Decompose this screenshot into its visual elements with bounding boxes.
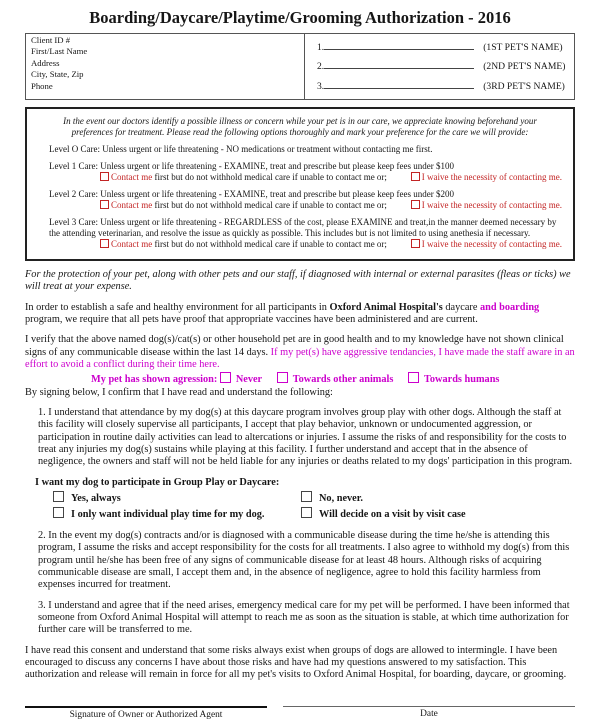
decide-per-visit-checkbox[interactable] (301, 507, 312, 518)
level-0-care-text: Level O Care: Unless urgent or life threatening - NO medications or treatment without contacting me first. (49, 144, 433, 155)
signature-section (25, 706, 575, 721)
group-play-heading: I want my dog to participate in Group Play or Daycare: (35, 476, 280, 488)
vaccines-paragraph: In order to establish a safe and healthy environment for all participants in Oxford Animal Hospital's daycare and boarding program, we require that all pets have proof that appropriate vaccines have been administered and are current. (25, 301, 540, 326)
pet-names-cell (305, 34, 574, 100)
owner-signature-block (25, 706, 267, 721)
pet-name-field[interactable] (324, 39, 474, 50)
page-title: Boarding/Daycare/Playtime/Grooming Authorization - 2016 (89, 8, 511, 27)
owner-signature-field[interactable] (25, 706, 267, 708)
aggression-humans-checkbox[interactable] (408, 372, 419, 383)
level-1-waive-checkbox[interactable] (411, 172, 420, 181)
level-3-options (100, 239, 562, 250)
health-verify-paragraph: I verify that the above named dog(s)/cat(s) or other household pet are in good health and to my knowledge have not shown clinical signs of any communicable disease within the last 14 days. If my pet(s) have aggressive tendancies, I have made the staff aware in an effort to avoid a conflict during their time here. (25, 334, 575, 371)
aggression-option-never: Never (220, 374, 262, 385)
level-2-contact-option: Contact me first but do not withhold medical care if unable to contact me or; (100, 200, 387, 211)
aggression-option-humans: Towards humans (408, 374, 499, 385)
care-intro-text: In the event our doctors identify a possible illness or concern while your pet is in our care, we appreciate knowing beforehand your preferences for treatment. Please read the following options thoroughly and mark your preference for the care we will provide: (63, 116, 537, 138)
group-play-option-decide: Will decide on a visit by visit case (301, 507, 575, 521)
aggression-label: My pet has shown agression: (91, 374, 218, 386)
level-3-care-text: Level 3 Care: Unless urgent or life threatening - REGARDLESS of the cost, please EXAMINE and treat,in the manner deemed necessary by the attending veterinarian, and resolve the issue as quickly as possible. This includes but is not limited to using anethesia if necessary. (49, 217, 557, 239)
pet-name-label: (2ND PET'S NAME) (483, 61, 566, 73)
client-phone-label: Phone (31, 80, 53, 91)
pet-name-row (317, 78, 566, 93)
pet-name-field[interactable] (324, 78, 474, 89)
term-3-paragraph: 3. I understand and agree that if the need arises, emergency medical care for my pet will be performed. I have been informed that someone from Oxford Animal Hospital will attempt to reach me as soon as the situation is stable, at which time authorization for further care will be transferred to me. (38, 599, 570, 636)
parasites-paragraph: For the protection of your pet, along with other pets and our staff, if diagnosed with internal or external parasites (fleas or ticks) we will treat at your expense. (25, 268, 571, 293)
pet-number: 1. (317, 41, 325, 53)
level-2-waive-checkbox[interactable] (411, 200, 420, 209)
aggressive-tendencies-note: If my pet(s) have aggressive tendancies, I have made the staff aware in an effort to avoid a conflict during their time here. (25, 346, 575, 371)
pet-name-row (317, 39, 566, 54)
and-boarding-highlight: and boarding (479, 301, 540, 313)
client-address-label: Address (31, 57, 60, 68)
client-pet-header-box (25, 33, 575, 101)
level-3-contact-checkbox[interactable] (100, 239, 109, 248)
group-play-option-individual: I only want individual play time for my dog. (53, 507, 301, 521)
date-block (283, 706, 575, 721)
level-2-care-text: Level 2 Care: Unless urgent or life threatening - EXAMINE, treat and prescribe but please keep fees under $200 (49, 189, 454, 200)
client-info-cell (26, 34, 305, 100)
pet-number: 3. (317, 80, 325, 92)
level-3-waive-option: I waive the necessity of contacting me. (411, 239, 562, 250)
client-city-label: City, State, Zip (31, 69, 84, 80)
pet-name-label: (1ST PET'S NAME) (483, 41, 563, 53)
term-1-paragraph: 1. I understand that attendance by my dog(s) at this daycare program involves group play with other dogs. Although the staff at this facility will closely supervise all participants, I accept that play behavior, unknown or undocumented aggression, or participation in routine daily activities can lead to altercations or injuries. I assume the risks of and responsibility for the costs to treat any injuries my dog(s) sustains while playing at this facility. I further understand and accept that in the absence of negligence, the owners and staff will not be held liable for any injuries or deaths related to my dogs' participation in this program. (38, 407, 573, 468)
level-1-waive-option: I waive the necessity of contacting me. (411, 172, 562, 183)
pet-number: 2. (317, 61, 325, 73)
level-1-options (100, 172, 562, 183)
pet-name-label: (3RD PET'S NAME) (483, 80, 565, 92)
hospital-name-bold: Oxford Animal Hospital's (329, 301, 443, 313)
level-1-contact-checkbox[interactable] (100, 172, 109, 181)
client-name-label: First/Last Name (31, 46, 88, 57)
date-field[interactable] (283, 706, 575, 707)
level-2-options (100, 200, 562, 211)
level-3-contact-option: Contact me first but do not withhold medical care if unable to contact me or; (100, 239, 387, 250)
date-label: Date (420, 708, 438, 719)
signing-statement: By signing below, I confirm that I have read and understand the following: (25, 386, 333, 398)
term-2-paragraph: 2. In the event my dog(s) contracts and/or is diagnosed with a communicable disease during the time he/she is attending this program, I assume the risks and accept responsibility for the costs for all treatments. I also agree to withhold my dog(s) from this program until he/she has been free of any signs of communicable disease for at least 48 hours. Although risks of acquiring communicable disease are small, I accept them and, in the absence of negligence, agree to hold this facility harmless from expenses incurred for treatment. (38, 529, 570, 591)
aggression-question (91, 372, 575, 386)
owner-signature-label: Signature of Owner or Authorized Agent (69, 709, 223, 720)
no-never-checkbox[interactable] (301, 491, 312, 502)
aggression-option-animals: Towards other animals (277, 374, 394, 385)
individual-play-checkbox[interactable] (53, 507, 64, 518)
group-play-options (53, 491, 575, 522)
closing-paragraph: I have read this consent and understand that some risks always exist when groups of dogs are allowed to intermingle. I have been encouraged to discuss any concerns I have about those risks and have had my questions answered to my satisfaction. This authorization and release will remain in force for all my pet's visits to Oxford Animal Hospital, for boarding, daycare, or grooming. (25, 644, 567, 681)
group-play-option-yes: Yes, always (53, 491, 301, 505)
group-play-option-no: No, never. (301, 491, 575, 505)
level-1-care-text: Level 1 Care: Unless urgent or life threatening - EXAMINE, treat and prescribe but please keep fees under $100 (49, 161, 454, 172)
care-level-box (25, 107, 575, 261)
pet-name-row (317, 58, 566, 73)
pet-name-field[interactable] (324, 58, 474, 69)
level-2-waive-option: I waive the necessity of contacting me. (411, 200, 562, 211)
level-3-waive-checkbox[interactable] (411, 239, 420, 248)
level-1-contact-option: Contact me first but do not withhold medical care if unable to contact me or; (100, 172, 387, 183)
aggression-animals-checkbox[interactable] (277, 372, 288, 383)
level-2-contact-checkbox[interactable] (100, 200, 109, 209)
client-id-label: Client ID # (31, 34, 71, 45)
yes-always-checkbox[interactable] (53, 491, 64, 502)
aggression-never-checkbox[interactable] (220, 372, 231, 383)
